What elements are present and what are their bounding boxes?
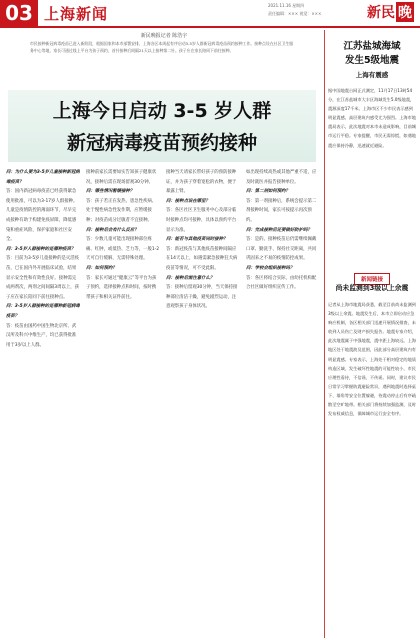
- qa-answer: 答：孩子若正在发热、患急性疾病、处于慢性病急性发作期，应暂缓接种；对疫苗成分过敏者不宜接种。: [86, 198, 157, 223]
- qa-answer: 答：接种后留观30分钟，当天保持接种部位清洁干燥，避免剧烈运动，注意观察孩子身体状况。: [166, 285, 238, 310]
- sidebar-subheadline: 尚未监测到3级以上余震: [335, 284, 409, 292]
- qa-question: 问：接种后会有什么反应？: [86, 227, 139, 233]
- qa-question: 问：接种点设在哪里？: [166, 198, 210, 204]
- qa-answer: 答：疫苗由国药中国生物北京所、武汉所及科兴中维生产，均已获得批准用于3岁以上人群。: [6, 323, 77, 348]
- qa-question: 问：如何预约？: [86, 265, 117, 271]
- page-header: [0, 0, 420, 28]
- qa-answer: 答：新冠疫苗与其他疫苗接种间隔应在14天以上，如遇需紧急接种狂犬病疫苗等情况，可不受此限。: [166, 246, 238, 271]
- qa-answer: 答：国内新冠病毒疫苗已经获得紧急使用批准，可以为3-17岁人群接种。儿童是疫情防控的薄弱环节，尽早完成接种有助于构建免疫屏障，降低感染和重症风险，保护家庭和社区安全。: [6, 189, 78, 243]
- column-divider: [324, 30, 325, 638]
- sidebar-paragraph: 记者从上海市地震局获悉，截至目前尚未监测到3级以上余震。地震发生后，本市立即启动应急响应机制，各区相关部门迅速开展情况排查，未收到人员伤亡及财产损失报告。地震专家介绍，此次地震属于中强地震，震中距上海较远，上海地区处于地震波及范围，因此部分高层建筑内有明显震感。专家表示，上海处于相对稳定的地质构造区域，发生破坏性地震的可能性较小，市民应理性看待，不信谣、不传谣。同时，建议市民日常学习掌握防震避险常识，遇到地震时选择桌下、墙角等安全位置躲避，待震动停止后有序疏散至空旷地带。相关部门将持续加强监测，及时发布权威信息，保障城市运行安全有序。: [328, 302, 416, 417]
- qa-answer: 答：各区将结合实际，由幼托机构配合社区做好组织宣传工作。: [246, 275, 317, 291]
- qa-answer: 接种当天请家长带好孩子的预防接种证，并为孩子穿着宽松的衣物，便于暴露上臂。: [166, 170, 237, 195]
- qa-question: 问：第二剂如何预约？: [246, 189, 290, 195]
- sidebar-subtitle: 上海有震感: [355, 71, 389, 79]
- qa-question: 问：3-5岁人群接种的是哪种新冠病毒疫苗？: [6, 304, 80, 319]
- qa-question: 问：3-5岁人群接种的是哪种疫苗？: [6, 246, 76, 252]
- section-title: 上海新闻: [44, 5, 109, 23]
- qa-question: 问：完成接种后还要做好防护吗？: [246, 227, 312, 233]
- logo-box: 晚: [396, 2, 414, 22]
- qa-answer: 答：少数儿童可能出现接种部位疼痛、红肿，或低热、乏力等，一般1-2天可自行缓解，无需特殊处理。: [86, 237, 160, 262]
- sidebar-article: [328, 30, 416, 638]
- qa-question: 问：学校会组织接种吗？: [246, 265, 295, 271]
- article-byline: 新民晚报记者 陈浩宇: [140, 33, 188, 39]
- qa-answer: 答：是的。接种疫苗后仍需继续佩戴口罩、勤洗手、保持社交距离，共同巩固来之不易的疫情防控成果。: [246, 237, 317, 262]
- logo-prefix: 新民: [367, 5, 395, 21]
- sidebar-title-line-2: 发生5级地震: [344, 55, 400, 66]
- qa-answer: 如出现持续高热或其他严重不适，应及时就医并报告接种单位。: [246, 170, 317, 185]
- page-number: 03: [0, 0, 38, 26]
- article-column-2: [86, 168, 160, 636]
- qa-question: 问：接种后需注意什么？: [166, 275, 215, 281]
- sidebar-paragraph: 据中国地震台网正式测定，11月17日13时54分，在江苏盐城市大丰区海域发生5.0级地震，震源深度17千米。上海市区不少市民表示感到明显震感，高层建筑内感受尤为强烈。上海市地震局表示，此次地震对本市未造成影响，目前城市运行平稳。专家提醒，市民无需惊慌，如遇地震应保持冷静，迅速就近避险。: [328, 88, 416, 148]
- editor-credit: 责任编辑：××× 视觉：×××: [268, 11, 322, 16]
- qa-answer: 答：家长可通过“健康云”等平台为孩子预约，选择接种点和时间，按时携带孩子和相关证件前往。: [86, 275, 157, 300]
- headline-banner: [8, 90, 316, 162]
- article-body: [4, 168, 320, 638]
- headline-line-1: 上海今日启动 3-5 岁人群: [52, 100, 272, 122]
- article-column-4: [246, 168, 320, 636]
- headline-line-2: 新冠病毒疫苗预约接种: [66, 132, 257, 154]
- qa-answer: 答：各区社区卫生服务中心及部分临时接种点均可接种，具体以预约平台显示为准。: [166, 208, 237, 233]
- article-column-3: [166, 168, 240, 636]
- qa-question: 问：为什么要为3-5岁儿童接种新冠病毒疫苗？: [6, 170, 80, 185]
- qa-answer: 答：第一剂接种后，系统会提示第二剂接种时间，家长可按提示再次预约。: [246, 198, 317, 223]
- qa-answer: 答：目前为3-5岁儿童接种的是灭活疫苗，已在国内外开展临床试验，结果显示安全性和有效性良好。接种需完成两剂次，两剂之间间隔3周以上，孩子应在家长陪同下前往接种点。: [6, 256, 80, 300]
- header-rule: [0, 26, 420, 28]
- main-article: [4, 30, 320, 638]
- newspaper-logo: [367, 2, 414, 22]
- qa-question: 问：哪些情况暂缓接种？: [86, 189, 135, 195]
- sidebar-body-2: [328, 300, 416, 630]
- news-link-label: 新闻链接: [354, 273, 390, 285]
- issue-date: 2021.11.16 星期四: [268, 3, 305, 8]
- sidebar-title-line-1: 江苏盐城海域: [343, 41, 401, 52]
- qa-answer: 接种前家长需要如实告知孩子健康状况，接种后需在现场留观30分钟。: [86, 170, 157, 185]
- article-lead: 市民接种新冠病毒疫苗已进入新阶段，根据国家和本市部署安排，上海各区本周起有序启动3-5岁人群新冠病毒疫苗预约接种工作。接种点设在社区卫生服务中心等地，家长可通过线上平台为孩子预约，首针接种后间隔21天以上接种第二针。孩子应在家长陪同下前往接种。: [30, 41, 294, 53]
- sidebar-body-1: [328, 86, 416, 256]
- qa-question: 问：能否与其他疫苗同时接种？: [166, 237, 228, 243]
- article-column-1: [6, 168, 80, 636]
